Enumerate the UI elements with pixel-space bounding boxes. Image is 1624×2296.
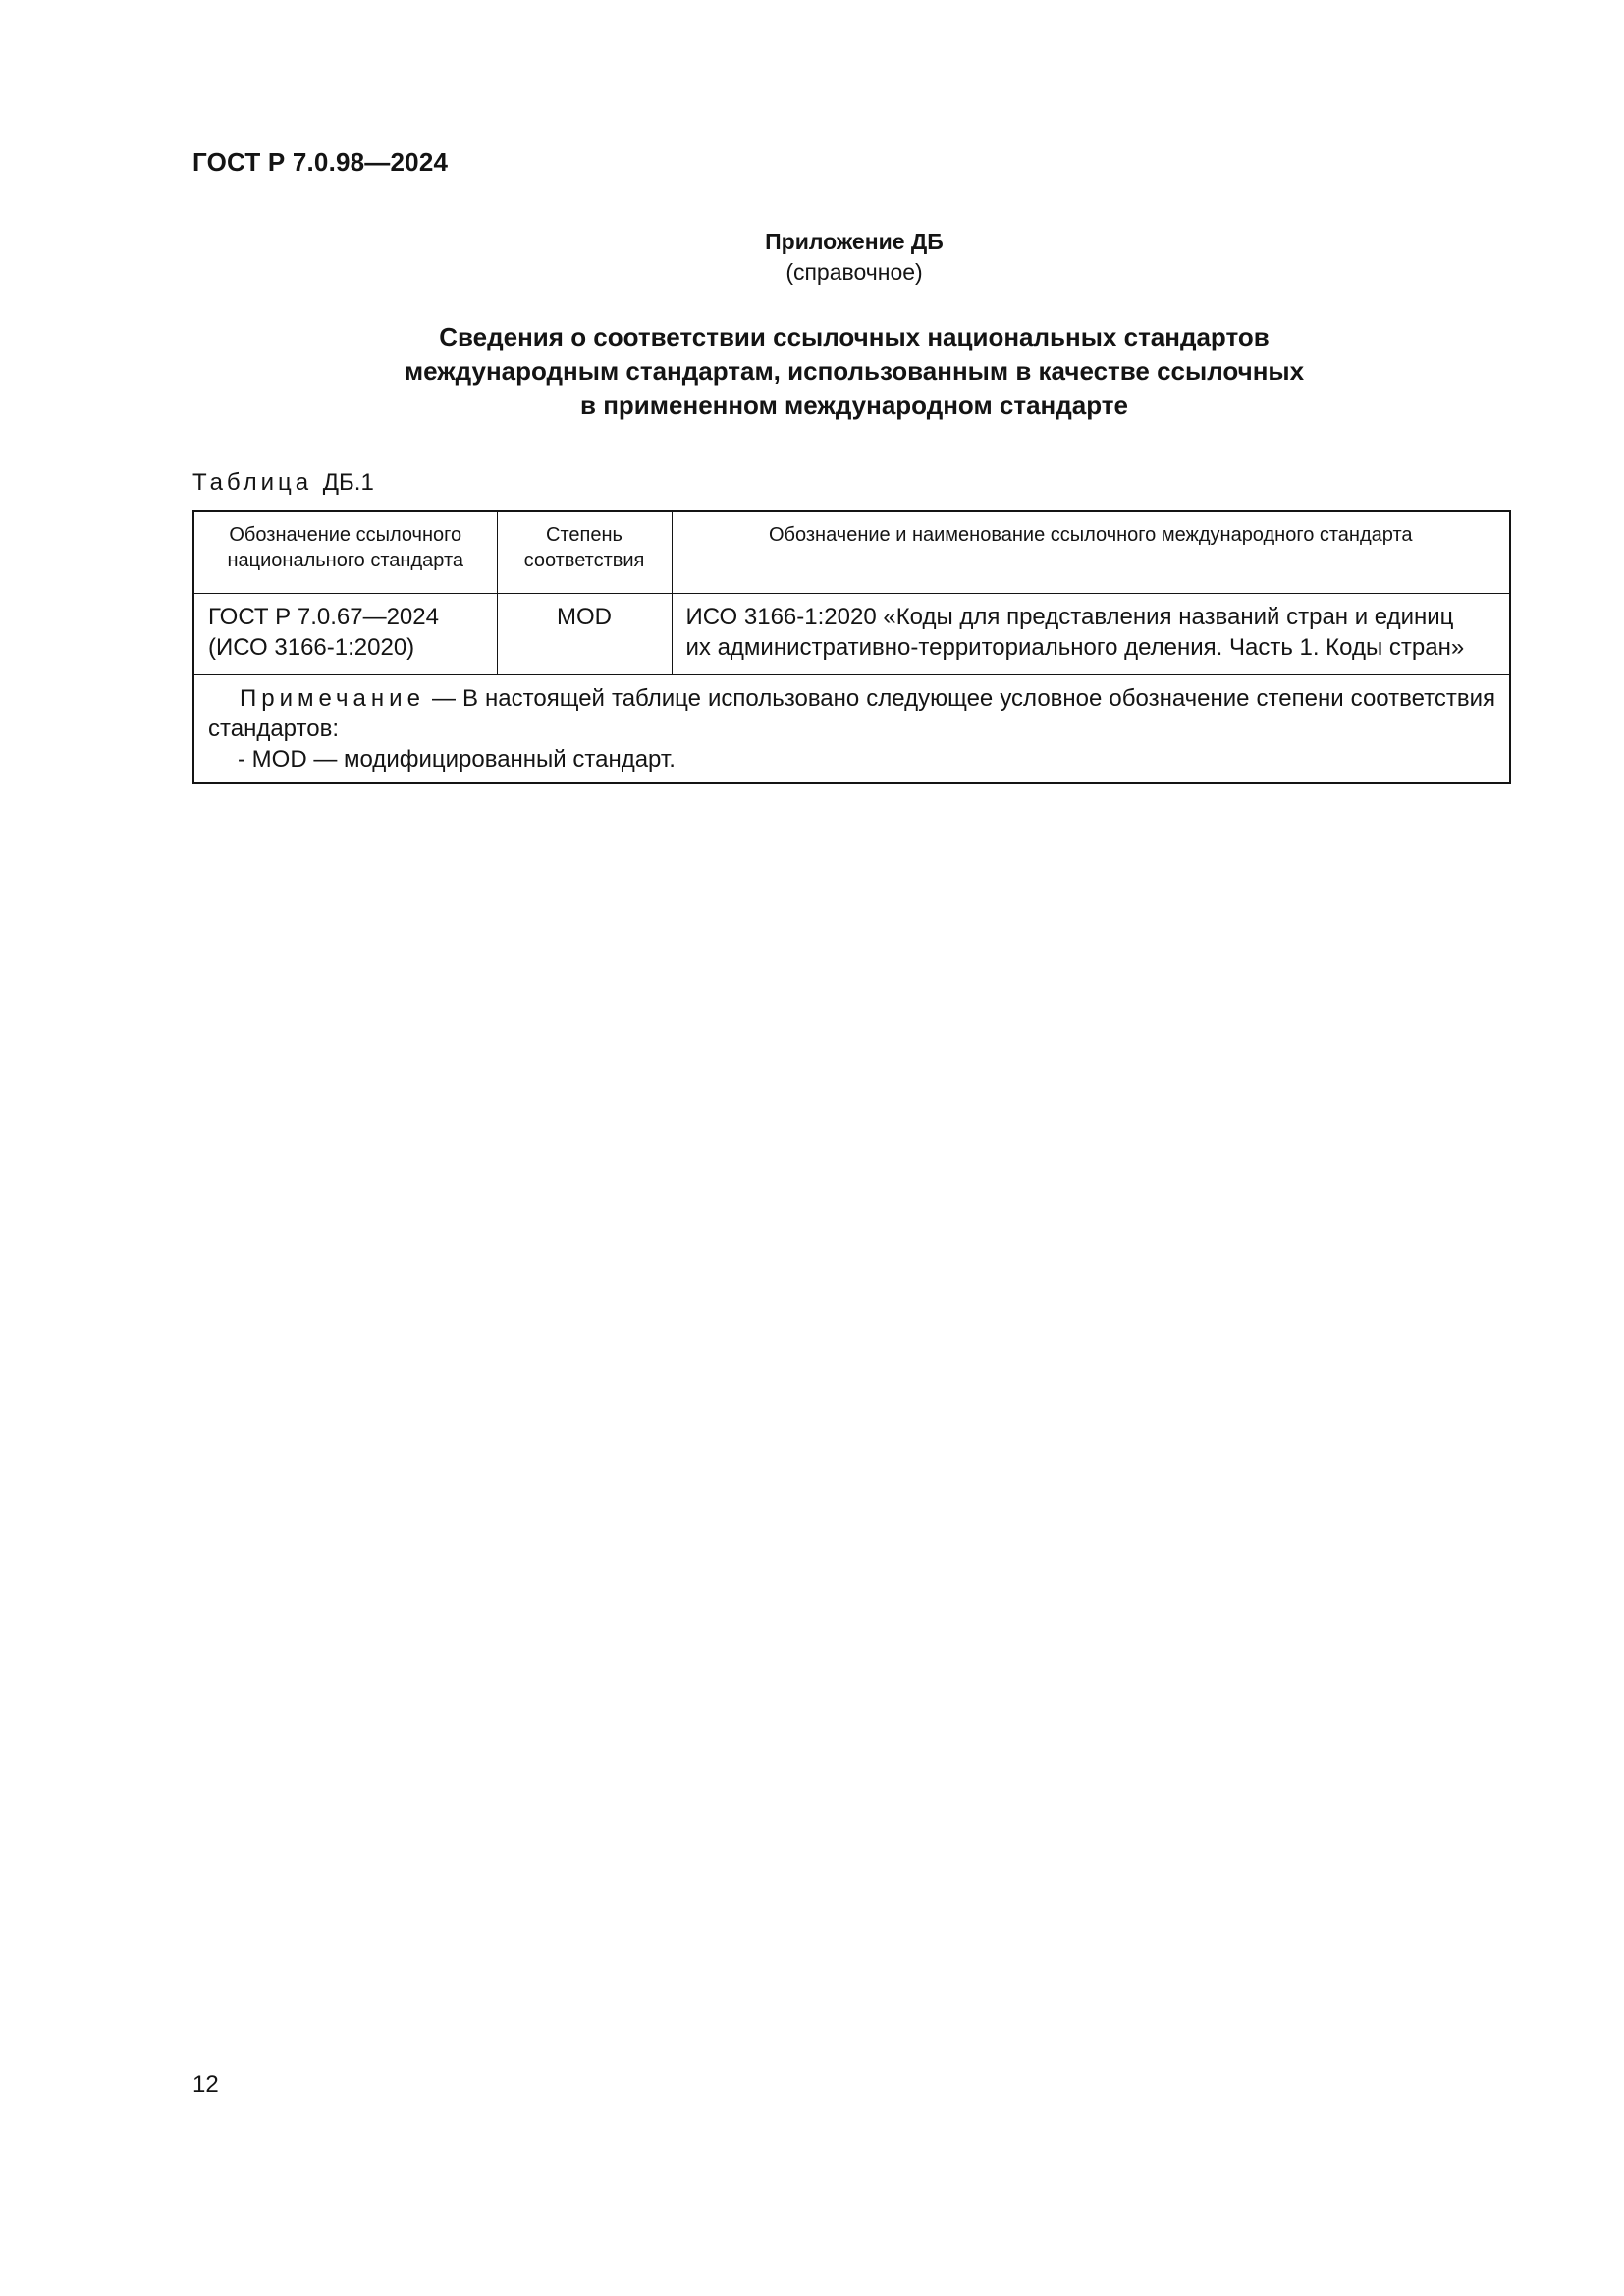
- note-item: - MOD — модифицированный стандарт.: [238, 746, 676, 773]
- cell-line: MOD: [557, 604, 612, 630]
- column-header-international: [672, 511, 1510, 594]
- reference-standards-table: [192, 510, 1511, 784]
- document-code: ГОСТ Р 7.0.98—2024: [192, 147, 449, 177]
- header-line: Обозначение и наименование ссылочного международного стандарта: [768, 524, 1413, 546]
- table-row: [193, 594, 1510, 675]
- column-header-national: [193, 511, 497, 594]
- header-line: соответствия: [523, 550, 645, 571]
- section-title-line: международным стандартам, использованным в качестве ссылочных: [404, 356, 1305, 386]
- cell-line: (ИСО 3166-1:2020): [208, 634, 415, 661]
- table-header-row: [193, 511, 1510, 594]
- table-caption: [192, 469, 374, 497]
- note-paragraph: [208, 683, 1495, 744]
- annex-heading: [0, 227, 1624, 288]
- section-title: [0, 320, 1624, 423]
- table-caption-number: ДБ.1: [322, 469, 374, 496]
- note-text: — В настоящей таблице использовано следующее условное обозначение степени соответствия стандартов:: [208, 685, 1495, 742]
- note-label: Примечание: [240, 685, 425, 712]
- column-header-degree: [497, 511, 672, 594]
- header-line: Степень: [546, 524, 623, 546]
- header-line: Обозначение ссылочного: [229, 524, 462, 546]
- annex-subtitle: (справочное): [785, 259, 923, 285]
- table-note: [193, 675, 1510, 784]
- table-note-row: [193, 675, 1510, 784]
- cell-national-standard: [193, 594, 497, 675]
- page-number: 12: [192, 2071, 219, 2098]
- cell-line: ИСО 3166-1:2020 «Коды для представления названий стран и единиц: [685, 604, 1454, 630]
- annex-title: Приложение ДБ: [765, 229, 944, 254]
- cell-line: их административно-территориального деления. Часть 1. Коды стран»: [685, 634, 1465, 661]
- cell-line: ГОСТ Р 7.0.67—2024: [208, 604, 439, 630]
- cell-degree: [497, 594, 672, 675]
- header-line: национального стандарта: [227, 550, 464, 571]
- cell-international-standard: [672, 594, 1510, 675]
- section-title-line: Сведения о соответствии ссылочных национальных стандартов: [439, 322, 1270, 351]
- section-title-line: в примененном международном стандарте: [580, 391, 1128, 420]
- table-caption-word: Таблица: [192, 469, 313, 496]
